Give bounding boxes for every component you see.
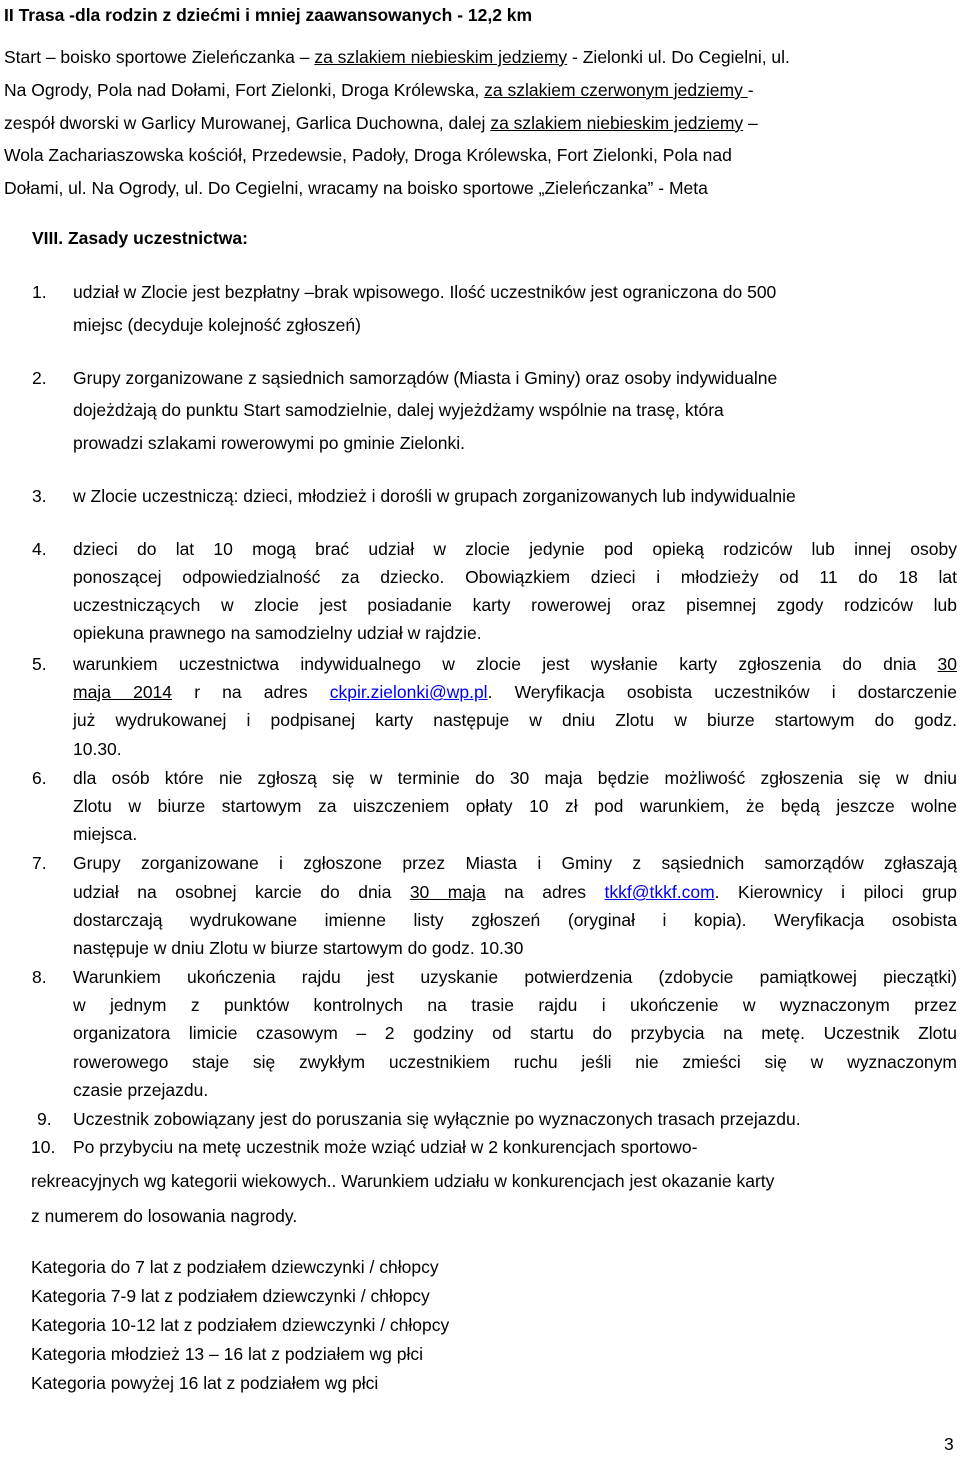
item-text: prowadzi szlakami rowerowymi po gminie Zielonki. xyxy=(73,433,465,453)
route-line-4: Wola Zachariaszowska kościół, Przedewsie, Padoły, Droga Królewska, Fort Zielonki, Pola nad xyxy=(4,145,732,165)
item-text: dostarczają wydrukowane imienne listy zgłoszeń (oryginał i kopia). Weryfikacja osobista xyxy=(73,910,957,930)
item-number: 10. xyxy=(31,1137,56,1157)
route-line-5: Dołami, ul. Na Ogrody, ul. Do Cegielni, wracamy na boisko sportowe „Zieleńczanka” - Meta xyxy=(4,178,708,198)
item-text xyxy=(73,880,957,904)
route-text: zespół dworski w Garlicy Murowanej, Garlica Duchowna, dalej xyxy=(4,113,491,133)
item-text: miejsca. xyxy=(73,824,138,844)
item-text: Po przybyciu na metę uczestnik może wziąć udział w 2 konkurencjach sportowo- xyxy=(73,1137,698,1157)
category-item: Kategoria powyżej 16 lat z podziałem wg płci xyxy=(31,1373,379,1393)
item-number: 3. xyxy=(32,486,47,506)
item-text: udział w Zlocie jest bezpłatny –brak wpisowego. Ilość uczestników jest ograniczona do 500 xyxy=(73,282,777,302)
item-text: miejsc (decyduje kolejność zgłoszeń) xyxy=(73,315,361,335)
deadline-date: 30 maja xyxy=(409,882,486,902)
item-text: organizatora limicie czasowym – 2 godziny od startu do przybycia na metę. Uczestnik Zlotu xyxy=(73,1023,957,1043)
email-link[interactable]: ckpir.zielonki@wp.pl xyxy=(329,682,488,702)
route-text: - xyxy=(747,80,754,100)
item-text: rowerowego staje się zwykłym uczestnikiem ruchu jeśli nie zmieści się w wyznaczonym xyxy=(73,1052,957,1072)
item-text-part: warunkiem uczestnictwa indywidualnego w zlocie jest wysłanie karty zgłoszenia do dnia xyxy=(73,654,938,674)
route-text: Na Ogrody, Pola nad Dołami, Fort Zielonki, Droga Królewska, xyxy=(4,80,485,100)
item-text-part: . Kierownicy i piloci grup xyxy=(714,882,957,902)
item-number: 2. xyxy=(32,368,47,388)
item-text: uczestniczących w zlocie jest posiadanie karty rowerowej oraz pisemnej zgody rodziców lub xyxy=(73,595,957,615)
route-text: - Zielonki ul. Do Cegielni, ul. xyxy=(567,47,790,67)
item-text: dla osób które nie zgłoszą się w terminie do 30 maja będzie możliwość zgłoszenia się w dniu xyxy=(73,768,957,788)
item-text: Grupy zorganizowane z sąsiednich samorządów (Miasta i Gminy) oraz osoby indywidualne xyxy=(73,368,778,388)
email-link[interactable]: tkkf@tkkf.com xyxy=(604,882,715,902)
route-text: Start – boisko sportowe Zieleńczanka – xyxy=(4,47,315,67)
item-text: Grupy zorganizowane i zgłoszone przez Miasta i Gminy z sąsiednich samorządów zgłaszają xyxy=(73,853,957,873)
route-text: – xyxy=(743,113,758,133)
item-text: następuje w dniu Zlotu w biurze startowym do godz. 10.30 xyxy=(73,938,524,958)
trail-blue: za szlakiem niebieskim jedziemy xyxy=(314,47,568,67)
category-item: Kategoria 7-9 lat z podziałem dziewczynki / chłopcy xyxy=(31,1286,430,1306)
item-text-part: . Weryfikacja osobista uczestników i dostarczenie xyxy=(487,682,957,702)
route-line-1 xyxy=(4,45,790,69)
item-text: czasie przejazdu. xyxy=(73,1080,209,1100)
item-number: 7. xyxy=(32,853,47,873)
item-number: 1. xyxy=(32,282,47,302)
item-text: z numerem do losowania nagrody. xyxy=(31,1206,298,1226)
item-text: w jednym z punktów kontrolnych na trasie rajdu i ukończenie w wyznaczonym przez xyxy=(73,995,957,1015)
trail-blue: za szlakiem niebieskim jedziemy xyxy=(490,113,744,133)
item-text: opiekuna prawnego na samodzielny udział w rajdzie. xyxy=(73,623,482,643)
item-text: 10.30. xyxy=(73,739,122,759)
item-text xyxy=(73,680,957,704)
item-number: 5. xyxy=(32,654,47,674)
item-text-part: r na adres xyxy=(172,682,330,702)
item-text: Zlotu w biurze startowym za uiszczeniem opłaty 10 zł pod warunkiem, że będą jeszcze wolne xyxy=(73,796,957,816)
item-number: 6. xyxy=(32,768,47,788)
item-number: 8. xyxy=(32,967,47,987)
item-text: ponoszącej odpowiedzialność za dziecko. Obowiązkiem dzieci i młodzieży od 11 do 18 lat xyxy=(73,567,957,587)
item-text: w Zlocie uczestniczą: dzieci, młodzież i dorośli w grupach zorganizowanych lub indywidualnie xyxy=(73,486,796,506)
item-text: Warunkiem ukończenia rajdu jest uzyskanie potwierdzenia (zdobycie pamiątkowej pieczątki) xyxy=(73,967,957,987)
category-item: Kategoria 10-12 lat z podziałem dziewczynki / chłopcy xyxy=(31,1315,450,1335)
deadline-month: maja 2014 xyxy=(73,682,173,702)
page-number: 3 xyxy=(944,1434,954,1454)
item-text xyxy=(73,652,957,676)
item-text: dojeżdżają do punktu Start samodzielnie, dalej wyjeżdżamy wspólnie na trasę, która xyxy=(73,400,724,420)
item-text-part: udział na osobnej karcie do dnia xyxy=(73,882,410,902)
trail-red: za szlakiem czerwonym jedziemy xyxy=(484,80,748,100)
category-item: Kategoria do 7 lat z podziałem dziewczynki / chłopcy xyxy=(31,1257,439,1277)
route-line-3 xyxy=(4,111,758,135)
item-text: już wydrukowanej i podpisanej karty następuje w dniu Zlotu w biurze startowym do godz. xyxy=(73,710,957,730)
category-item: Kategoria młodzież 13 – 16 lat z podziałem wg płci xyxy=(31,1344,424,1364)
route-line-2 xyxy=(4,78,754,102)
item-text: dzieci do lat 10 mogą brać udział w zlocie jedynie pod opieką rodziców lub innej osoby xyxy=(73,539,957,559)
deadline-day: 30 xyxy=(937,654,957,674)
item-text-part: na adres xyxy=(485,882,605,902)
item-text: Uczestnik zobowiązany jest do poruszania się wyłącznie po wyznaczonych trasach przejazdu. xyxy=(73,1109,801,1129)
item-number: 9. xyxy=(37,1109,52,1129)
section-heading: VIII. Zasady uczestnictwa: xyxy=(32,228,248,248)
item-text: rekreacyjnych wg kategorii wiekowych.. Warunkiem udziału w konkurencjach jest okazanie karty xyxy=(31,1171,775,1191)
item-number: 4. xyxy=(32,539,47,559)
route-heading: II Trasa -dla rodzin z dziećmi i mniej zaawansowanych - 12,2 km xyxy=(4,5,533,25)
